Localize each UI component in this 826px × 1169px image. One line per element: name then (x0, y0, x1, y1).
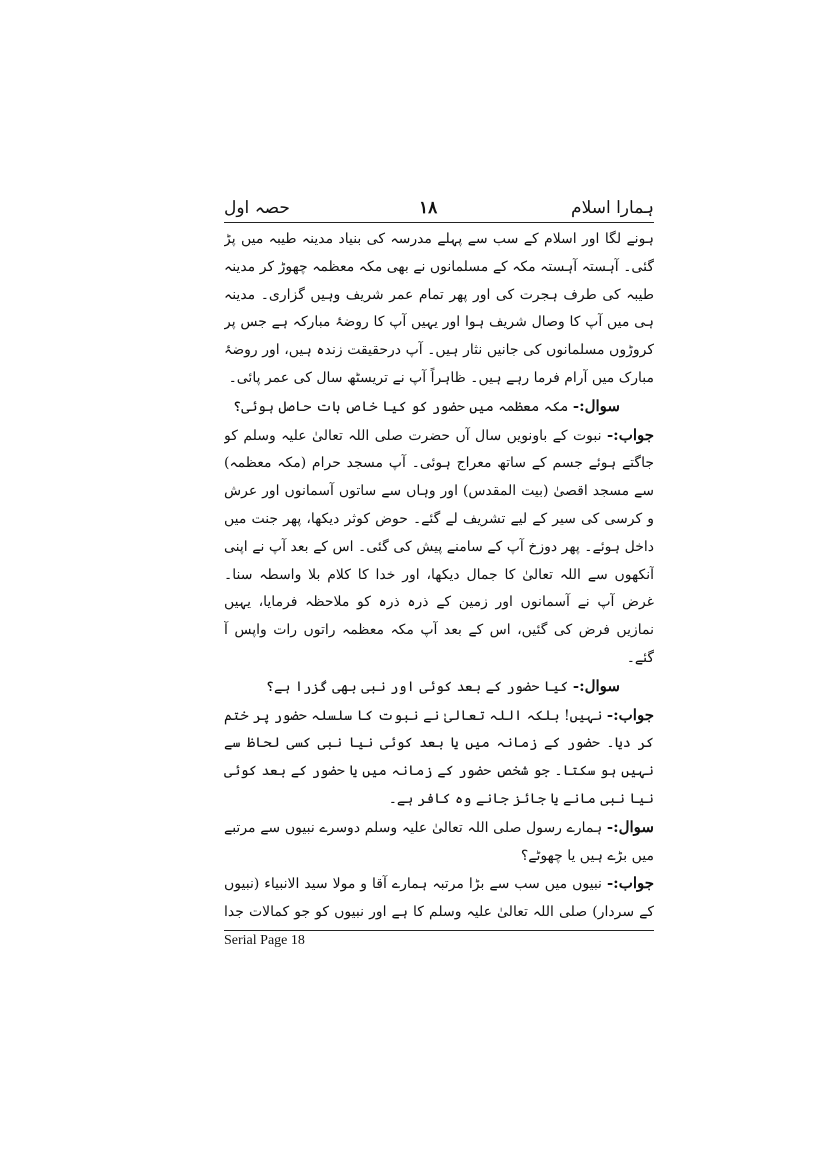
question-text: ہمارے رسول صلی اللہ تعالیٰ علیہ وسلم دوسرے نبیوں سے مرتبے میں بڑے ہیں یا چھوٹے؟ (224, 819, 654, 864)
answer-2 (224, 702, 654, 814)
question-3 (224, 814, 654, 871)
answer-text: نبوت کے باونویں سال آں حضرت صلی اللہ تعالیٰ علیہ وسلم کو جاگتے ہوئے جسم کے ساتھ معراج ہوئی۔ آپ مسجد حرام (مکہ معظمہ) سے مسجد اقصیٰ (بیت المقدس) اور وہاں سے ساتوں آسمانوں اور عرش و کرسی کی سیر کے لیے تشریف لے گئے۔ حوض کوثر دیکھا، پھر جنت میں داخل ہوئے۔ پھر دوزخ آپ کے سامنے پیش کی گئی۔ اس کے بعد آپ نے اپنی آنکھوں سے اللہ تعالیٰ کا جمال دیکھا، اور خدا کا کلام بلا واسطہ سنا۔ غرض آپ نے آسمانوں اور زمین کے ذرہ ذرہ کو ملاحظہ فرمایا، یہیں نمازیں فرض کی گئیں، اس کے بعد آپ مکہ معظمہ راتوں رات واپس آ گئے۔ (224, 427, 654, 666)
question-label: سوال:- (606, 817, 654, 836)
answer-1 (224, 422, 654, 673)
page-number: ۱۸ (419, 198, 438, 218)
paragraph-continuation: ہونے لگا اور اسلام کے سب سے پہلے مدرسہ کی بنیاد مدینہ طیبہ میں پڑ گئی۔ آہستہ آہستہ مکہ کے مسلمانوں نے بھی مکہ معظمہ چھوڑ کر مدینہ طیبہ کی طرف ہجرت کی اور پھر تمام عمر شریف وہیں گزاری۔ مدینہ ہی میں آپ کا وصال شریف ہوا اور یہیں آپ کا روضۂ مبارکہ ہے جس پر کروڑوں مسلمانوں کی جانیں نثار ہیں۔ آپ درحقیقت زندہ ہیں، اور روضۂ مبارک میں آرام فرما رہے ہیں۔ ظاہراً آپ نے تریسٹھ سال کی عمر پائی۔ (224, 231, 654, 386)
question-text: کیا حضور کے بعد کوئی اور نبی بھی گزرا ہے؟ (265, 678, 569, 695)
page-header (224, 195, 654, 223)
answer-text: نبیوں میں سب سے بڑا مرتبہ ہمارے آقا و مولا سید الانبیاء (نبیوں کے سردار) صلی اللہ تعالیٰ علیہ وسلم کا ہے اور نبیوں کو جو کمالات جدا (224, 876, 654, 921)
answer-text: نہیں! بلکہ اللہ تعالیٰ نے نبوت کا سلسلہ حضور پر ختم کر دیا۔ حضور کے زمانہ میں یا بعد کوئی نیا نبی کسی لحاظ سے نہیں ہو سکتا۔ جو شخص حضور کے زمانہ میں یا حضور کے بعد کوئی نیا نبی مانے یا جائز جانے وہ کافر ہے۔ (224, 707, 654, 807)
footer-divider (224, 930, 654, 931)
answer-label: جواب:- (606, 705, 654, 724)
question-text: مکہ معظمہ میں حضور کو کیا خاص بات حاصل ہوئی؟ (233, 398, 569, 415)
question-label: سوال:- (572, 396, 620, 415)
section-name: حصہ اول (224, 198, 290, 218)
book-title: ہمارا اسلام (571, 198, 654, 218)
question-2 (224, 673, 654, 702)
page-body (224, 226, 654, 926)
header-divider (224, 222, 654, 223)
question-label: سوال:- (572, 676, 620, 695)
serial-page-footer: Serial Page 18 (224, 933, 305, 948)
answer-3 (224, 870, 654, 926)
answer-label: جواب:- (606, 874, 654, 893)
question-1 (224, 393, 654, 422)
answer-label: جواب:- (606, 425, 654, 444)
